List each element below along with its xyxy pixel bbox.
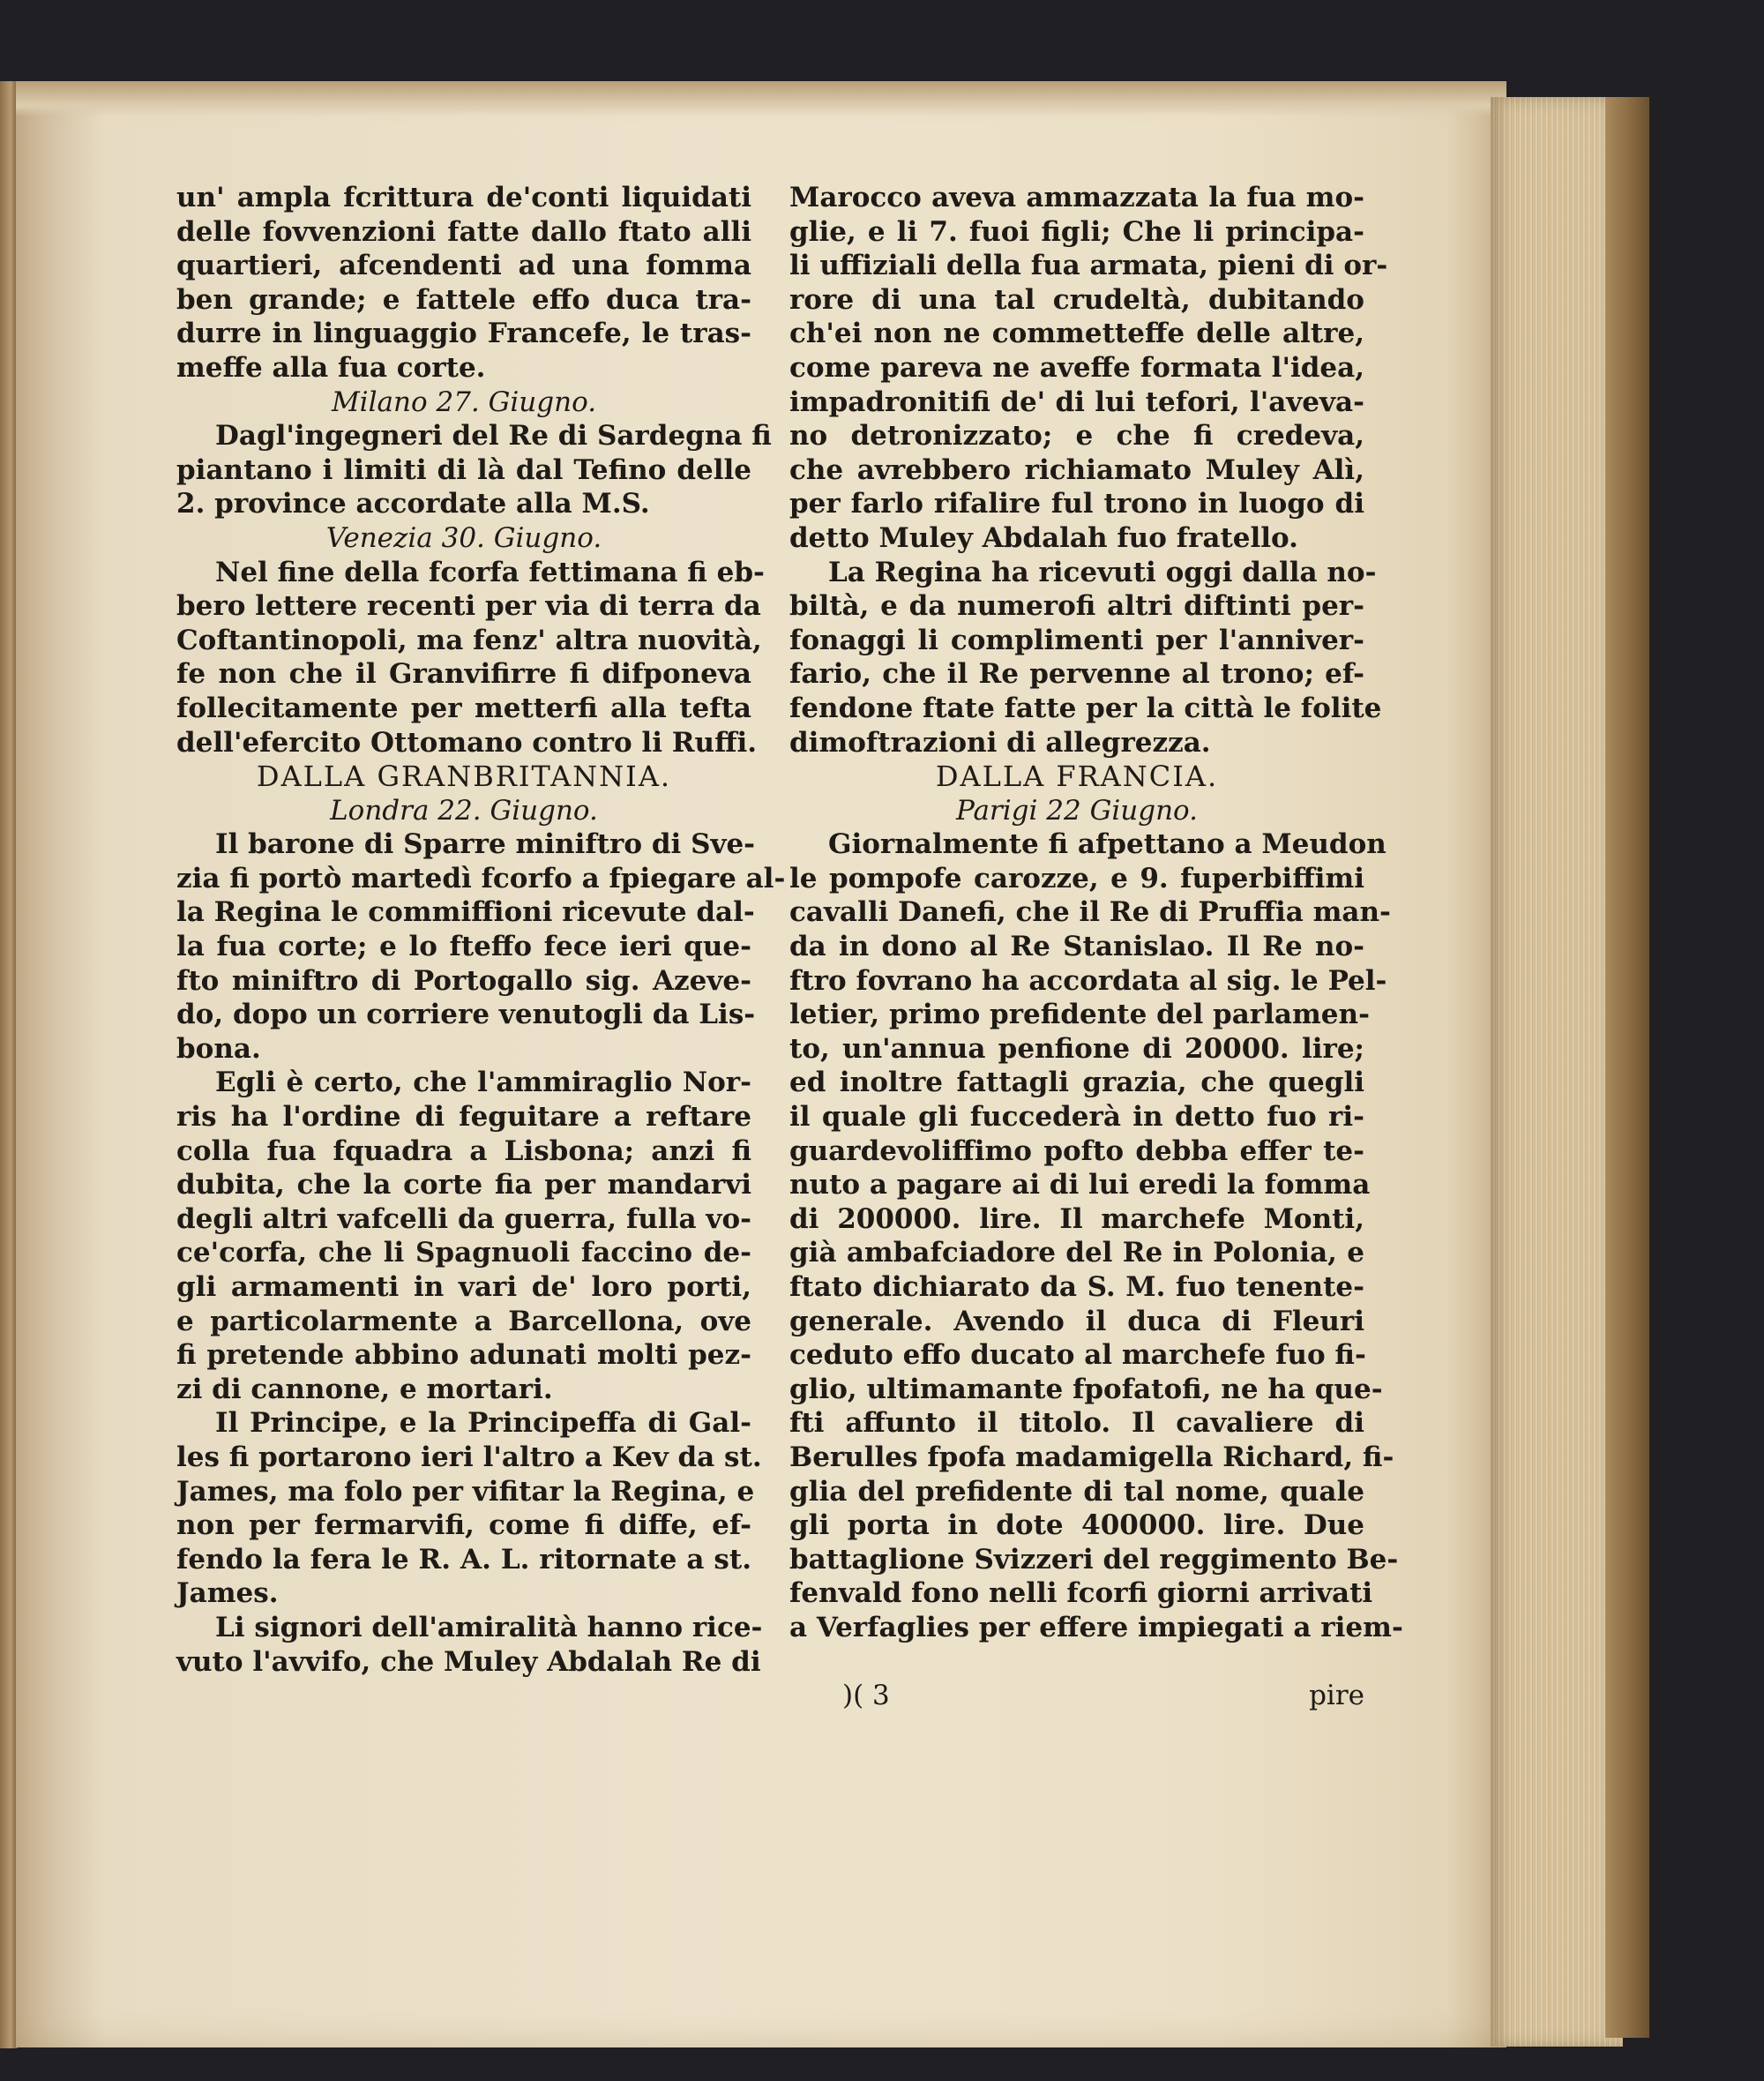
left-text-line: Il Principe, e la Principeffa di Gal- — [215, 1407, 751, 1440]
right-text-line: le pompofe carozze, e 9. fuperbiffimi — [789, 862, 1364, 895]
right-text-line: letier, primo prefidente del parlamen- — [789, 999, 1370, 1031]
left-text-line: la Regina le commiffioni ricevute dal- — [176, 896, 755, 929]
right-text-line: fonaggi li complimenti per l'anniver- — [789, 624, 1364, 656]
left-text-line: Egli è certo, che l'ammiraglio Nor- — [215, 1067, 751, 1099]
left-text-line: zi di cannone, e mortari. — [176, 1373, 553, 1405]
right-text-line: glie, e li 7. fuoi figli; Che li principa- — [789, 215, 1364, 248]
left-text-line: Coftantinopoli, ma fenz' altra nuovità, — [176, 624, 762, 656]
left-text-line: 2. province accordate alla M.S. — [176, 488, 650, 520]
left-text-line: ris ha l'ordine di feguitare a reftare — [176, 1101, 751, 1134]
right-column — [789, 181, 1403, 1645]
right-text-line: rore di una tal crudeltà, dubitando — [789, 283, 1364, 316]
left-section-heading: DALLA GRANBRITANNIA. — [256, 760, 672, 794]
right-text-line: dimoftrazioni di allegrezza. — [789, 726, 1211, 759]
left-text-line: fi pretende abbino adunati molti pez- — [176, 1339, 751, 1372]
right-text-line: come pareva ne aveffe formata l'idea, — [789, 351, 1364, 384]
left-text-line: dubita, che la corte fia per mandarvi — [176, 1169, 751, 1201]
left-text-line: dell'efercito Ottomano contro li Ruffi. — [176, 726, 758, 759]
right-text-line: che avrebbero richiamato Muley Alì, — [789, 453, 1364, 486]
right-text-line: glio, ultimamante fpofatofi, ne ha que- — [789, 1373, 1383, 1405]
right-section-heading: DALLA FRANCIA. — [935, 760, 1219, 794]
right-text-line: ch'ei non ne commetteffe delle altre, — [789, 318, 1364, 350]
right-text-line: cavalli Danefi, che il Re di Pruffia man- — [789, 896, 1391, 929]
book-cover-edge — [1605, 97, 1649, 2038]
facing-page-edge — [0, 81, 18, 2048]
page-footer — [789, 1679, 1364, 1713]
left-text-line: ce'corfa, che li Spagnuoli faccino de- — [176, 1237, 751, 1269]
right-text-line: battaglione Svizzeri del reggimento Be- — [789, 1543, 1399, 1576]
left-column — [176, 181, 786, 1679]
signature-mark: )( 3 — [842, 1680, 890, 1711]
left-text-line: degli altri vafcelli da guerra, fulla vo- — [176, 1202, 751, 1235]
left-text-line: meffe alla fua corte. — [176, 351, 486, 384]
left-text-line: la fua corte; e lo fteffo fece ieri que- — [176, 931, 751, 963]
right-text-line: ed inoltre fattagli grazia, che quegli — [789, 1067, 1364, 1099]
left-text-line: bero lettere recenti per via di terra da — [176, 590, 761, 623]
catchword: pire — [1309, 1680, 1364, 1711]
left-text-line: Dagl'ingegneri del Re di Sardegna fi — [215, 420, 772, 453]
right-text-line: impadronitifi de' di lui tefori, l'aveva- — [789, 386, 1364, 418]
left-text-line: delle fovvenzioni fatte dallo ftato alli — [176, 215, 751, 248]
left-text-line: un' ampla fcrittura de'conti liquidati — [176, 182, 751, 213]
right-text-line: a Verfaglies per effere impiegati a riem- — [789, 1611, 1403, 1643]
left-dateline: Milano 27. Giugno. — [331, 386, 597, 418]
left-text-line: Li signori dell'amiralità hanno rice- — [215, 1611, 763, 1643]
right-text-line: glia del prefidente di tal nome, quale — [789, 1475, 1364, 1508]
right-dateline: Parigi 22 Giugno. — [955, 794, 1199, 827]
right-text-line: no detronizzato; e che fi credeva, — [789, 420, 1364, 453]
right-text-line: fenvald fono nelli fcorfi giorni arrivati — [789, 1577, 1373, 1610]
left-text-line: durre in linguaggio Francefe, le tras- — [176, 318, 751, 350]
left-text-line: gli armamenti in vari de' loro porti, — [176, 1271, 751, 1303]
page-top-edge — [16, 81, 1506, 116]
right-text-line: da in dono al Re Stanislao. Il Re no- — [789, 931, 1364, 963]
right-text-line: nuto a pagare ai di lui eredi la fomma — [789, 1169, 1371, 1201]
left-text-line: Nel fine della fcorfa fettimana fi eb- — [215, 556, 765, 588]
left-text-line: James, ma folo per vifitar la Regina, e — [176, 1475, 755, 1508]
right-text-line: Marocco aveva ammazzata la fua mo- — [789, 182, 1364, 213]
left-text-line: do, dopo un corriere venutogli da Lis- — [176, 999, 756, 1031]
left-text-line: fe non che il Granvifirre fi difponeva — [176, 658, 751, 691]
left-text-line: zia fi portò martedì fcorfo a fpiegare al- — [176, 862, 786, 895]
left-text-line: les fi portarono ieri l'altro a Kev da st. — [176, 1441, 762, 1473]
left-text-line: piantano i limiti di là dal Tefino delle — [176, 453, 751, 486]
left-text-line: Il barone di Sparre miniftro di Sve- — [215, 828, 756, 861]
right-text-line: li uffiziali della fua armata, pieni di or- — [789, 250, 1388, 282]
left-dateline: Venezia 30. Giugno. — [325, 521, 602, 554]
right-text-line: biltà, e da numerofi altri diftinti per- — [789, 590, 1364, 623]
right-text-line: gli porta in dote 400000. lire. Due — [789, 1509, 1364, 1542]
left-text-line: follecitamente per metterfi alla tefta — [176, 692, 751, 724]
left-dateline: Londra 22. Giugno. — [330, 794, 598, 827]
left-text-line: James. — [176, 1577, 279, 1610]
right-text-line: detto Muley Abdalah fuo fratello. — [789, 521, 1298, 554]
left-text-line: colla fua fquadra a Lisbona; anzi fi — [176, 1134, 751, 1167]
left-text-line: fendo la fera le R. A. L. ritornate a st. — [176, 1543, 751, 1576]
right-text-line: già ambafciadore del Re in Polonia, e — [789, 1237, 1364, 1269]
left-text-line: non per fermarvifi, come fi diffe, ef- — [176, 1509, 751, 1542]
text-block — [176, 181, 1403, 1839]
right-text-line: Giornalmente fi afpettano a Meudon — [828, 828, 1387, 861]
page-block-fore-edge — [1491, 97, 1623, 2047]
left-text-line: ben grande; e fattele effo duca tra- — [176, 283, 751, 316]
left-text-line: bona. — [176, 1032, 261, 1065]
right-text-line: La Regina ha ricevuti oggi dalla no- — [828, 556, 1377, 588]
right-text-line: fti affunto il titolo. Il cavaliere di — [789, 1407, 1364, 1440]
right-text-line: per farlo rifalire ful trono in luogo di — [789, 488, 1364, 520]
right-text-line: Berulles fpofa madamigella Richard, fi- — [789, 1441, 1394, 1473]
right-text-line: fendone ftate fatte per la città le folite — [789, 692, 1382, 724]
right-text-line: ceduto effo ducato al marchefe fuo fi- — [789, 1339, 1366, 1372]
left-text-line: fto miniftro di Portogallo sig. Azeve- — [176, 964, 751, 997]
left-text-line: vuto l'avvifo, che Muley Abdalah Re di — [176, 1645, 761, 1678]
right-text-line: il quale gli fuccederà in detto fuo ri- — [789, 1101, 1364, 1134]
left-text-line: quartieri, afcendenti ad una fomma — [176, 250, 751, 282]
right-text-line: di 200000. lire. Il marchefe Monti, — [789, 1202, 1364, 1235]
right-text-line: fario, che il Re pervenne al trono; ef- — [789, 658, 1364, 691]
left-text-line: e particolarmente a Barcellona, ove — [176, 1305, 751, 1337]
right-text-line: guardevoliffimo pofto debba effer te- — [789, 1134, 1364, 1167]
right-text-line: generale. Avendo il duca di Fleuri — [789, 1305, 1364, 1337]
right-text-line: ftro fovrano ha accordata al sig. le Pel- — [789, 964, 1387, 997]
right-text-line: ftato dichiarato da S. M. fuo tenente- — [789, 1271, 1364, 1303]
right-text-line: to, un'annua penfione di 20000. lire; — [789, 1032, 1364, 1065]
